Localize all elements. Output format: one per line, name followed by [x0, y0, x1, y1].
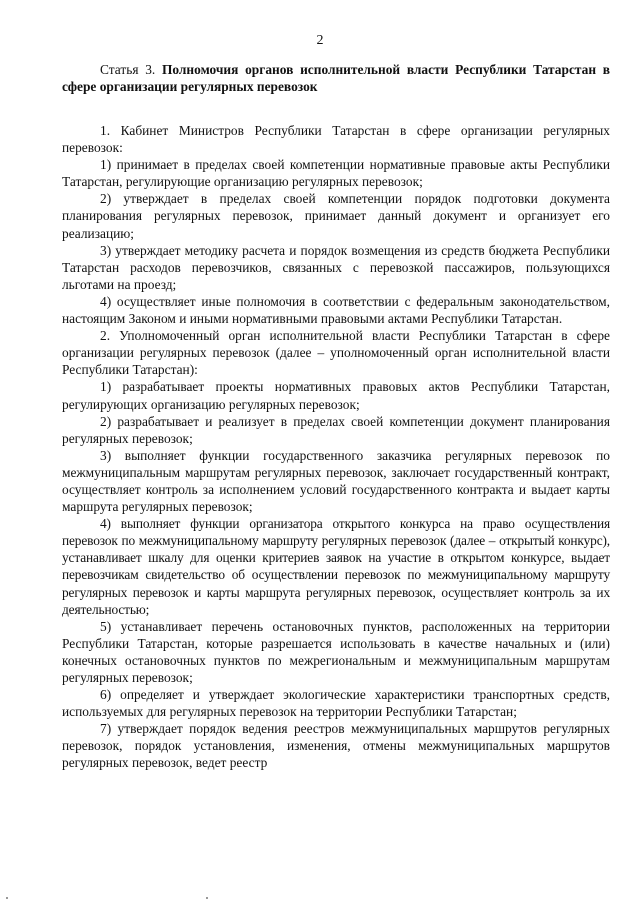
paragraph: 1) принимает в пределах своей компетенции нормативные правовые акты Республики Татарстан, регулирующие организацию регулярных перевозок; [62, 157, 610, 190]
paragraph: 2) утверждает в пределах своей компетенции порядок подготовки документа планирования регулярных перевозок, принимает данный документ и организует его реализацию; [62, 191, 610, 241]
paragraph: 6) определяет и утверждает экологические характеристики транспортных средств, используемых для регулярных перевозок на территории Республики Татарстан; [62, 687, 610, 720]
paragraph: 1. Кабинет Министров Республики Татарстан в сфере организации регулярных перевозок: [62, 123, 610, 156]
paragraph: 3) утверждает методику расчета и порядок возмещения из средств бюджета Республики Татарстан расходов перевозчиков, связанных с перевозкой пассажиров, пользующихся льготами на проезд; [62, 242, 610, 292]
paragraph: 2) разрабатывает и реализует в пределах своей компетенции документ планирования регулярных перевозок; [62, 413, 610, 446]
paragraph: 5) устанавливает перечень остановочных пунктов, расположенных на территории Республики Татарстан, которые разрешается использовать в качестве начальных и (или) конечных остановочных пунктов по межрегиональным и межмуниципальным маршрутам регулярных перевозок; [62, 618, 610, 685]
page-number: 2 [316, 33, 324, 48]
paragraph: 4) осуществляет иные полномочия в соответствии с федеральным законодательством, настоящим Законом и иными нормативными правовыми актами Республики Татарстан. [62, 293, 610, 327]
paragraph: 2. Уполномоченный орган исполнительной власти Республики Татарстан в сфере организации регулярных перевозок (далее – уполномоченный орган исполнительной власти Республики Татарстан): [62, 328, 610, 378]
article-title [62, 61, 610, 95]
paragraph: 7) утверждает порядок ведения реестров межмуниципальных маршрутов регулярных перевозок, порядок установления, изменения, отмены межмуниципальных маршрутов регулярных перевозок, ведет реестр [62, 721, 610, 771]
article-label: Статья 3. [100, 62, 162, 77]
scan-edge-marks [0, 897, 640, 901]
paragraph: 4) выполняет функции организатора открытого конкурса на право осуществления перевозок по межмуниципальному маршруту регулярных перевозок (далее – открытый конкурс), устанавливает шкалу для оценки критериев заявок на участие в открытом конкурсе, выдает перевозчикам свидетельство об осуществлении перевозок по межмуниципальному маршруту регулярных перевозок и карты маршрута регулярных перевозок, осуществляет контроль за их деятельностью; [62, 516, 610, 617]
document-body [62, 122, 610, 772]
paragraph: 1) разрабатывает проекты нормативных правовых актов Республики Татарстан, регулирующих организацию регулярных перевозок; [62, 379, 610, 412]
article-heading: Полномочия органов исполнительной власти Республики Татарстан в сфере организации регулярных перевозок [62, 62, 610, 94]
paragraph: 3) выполняет функции государственного заказчика регулярных перевозок по межмуниципальным маршрутам регулярных перевозок, заключает государственный контракт, осуществляет контроль за исполнением условий государственного контракта и выдает карты маршрута регулярных перевозок; [62, 447, 610, 515]
